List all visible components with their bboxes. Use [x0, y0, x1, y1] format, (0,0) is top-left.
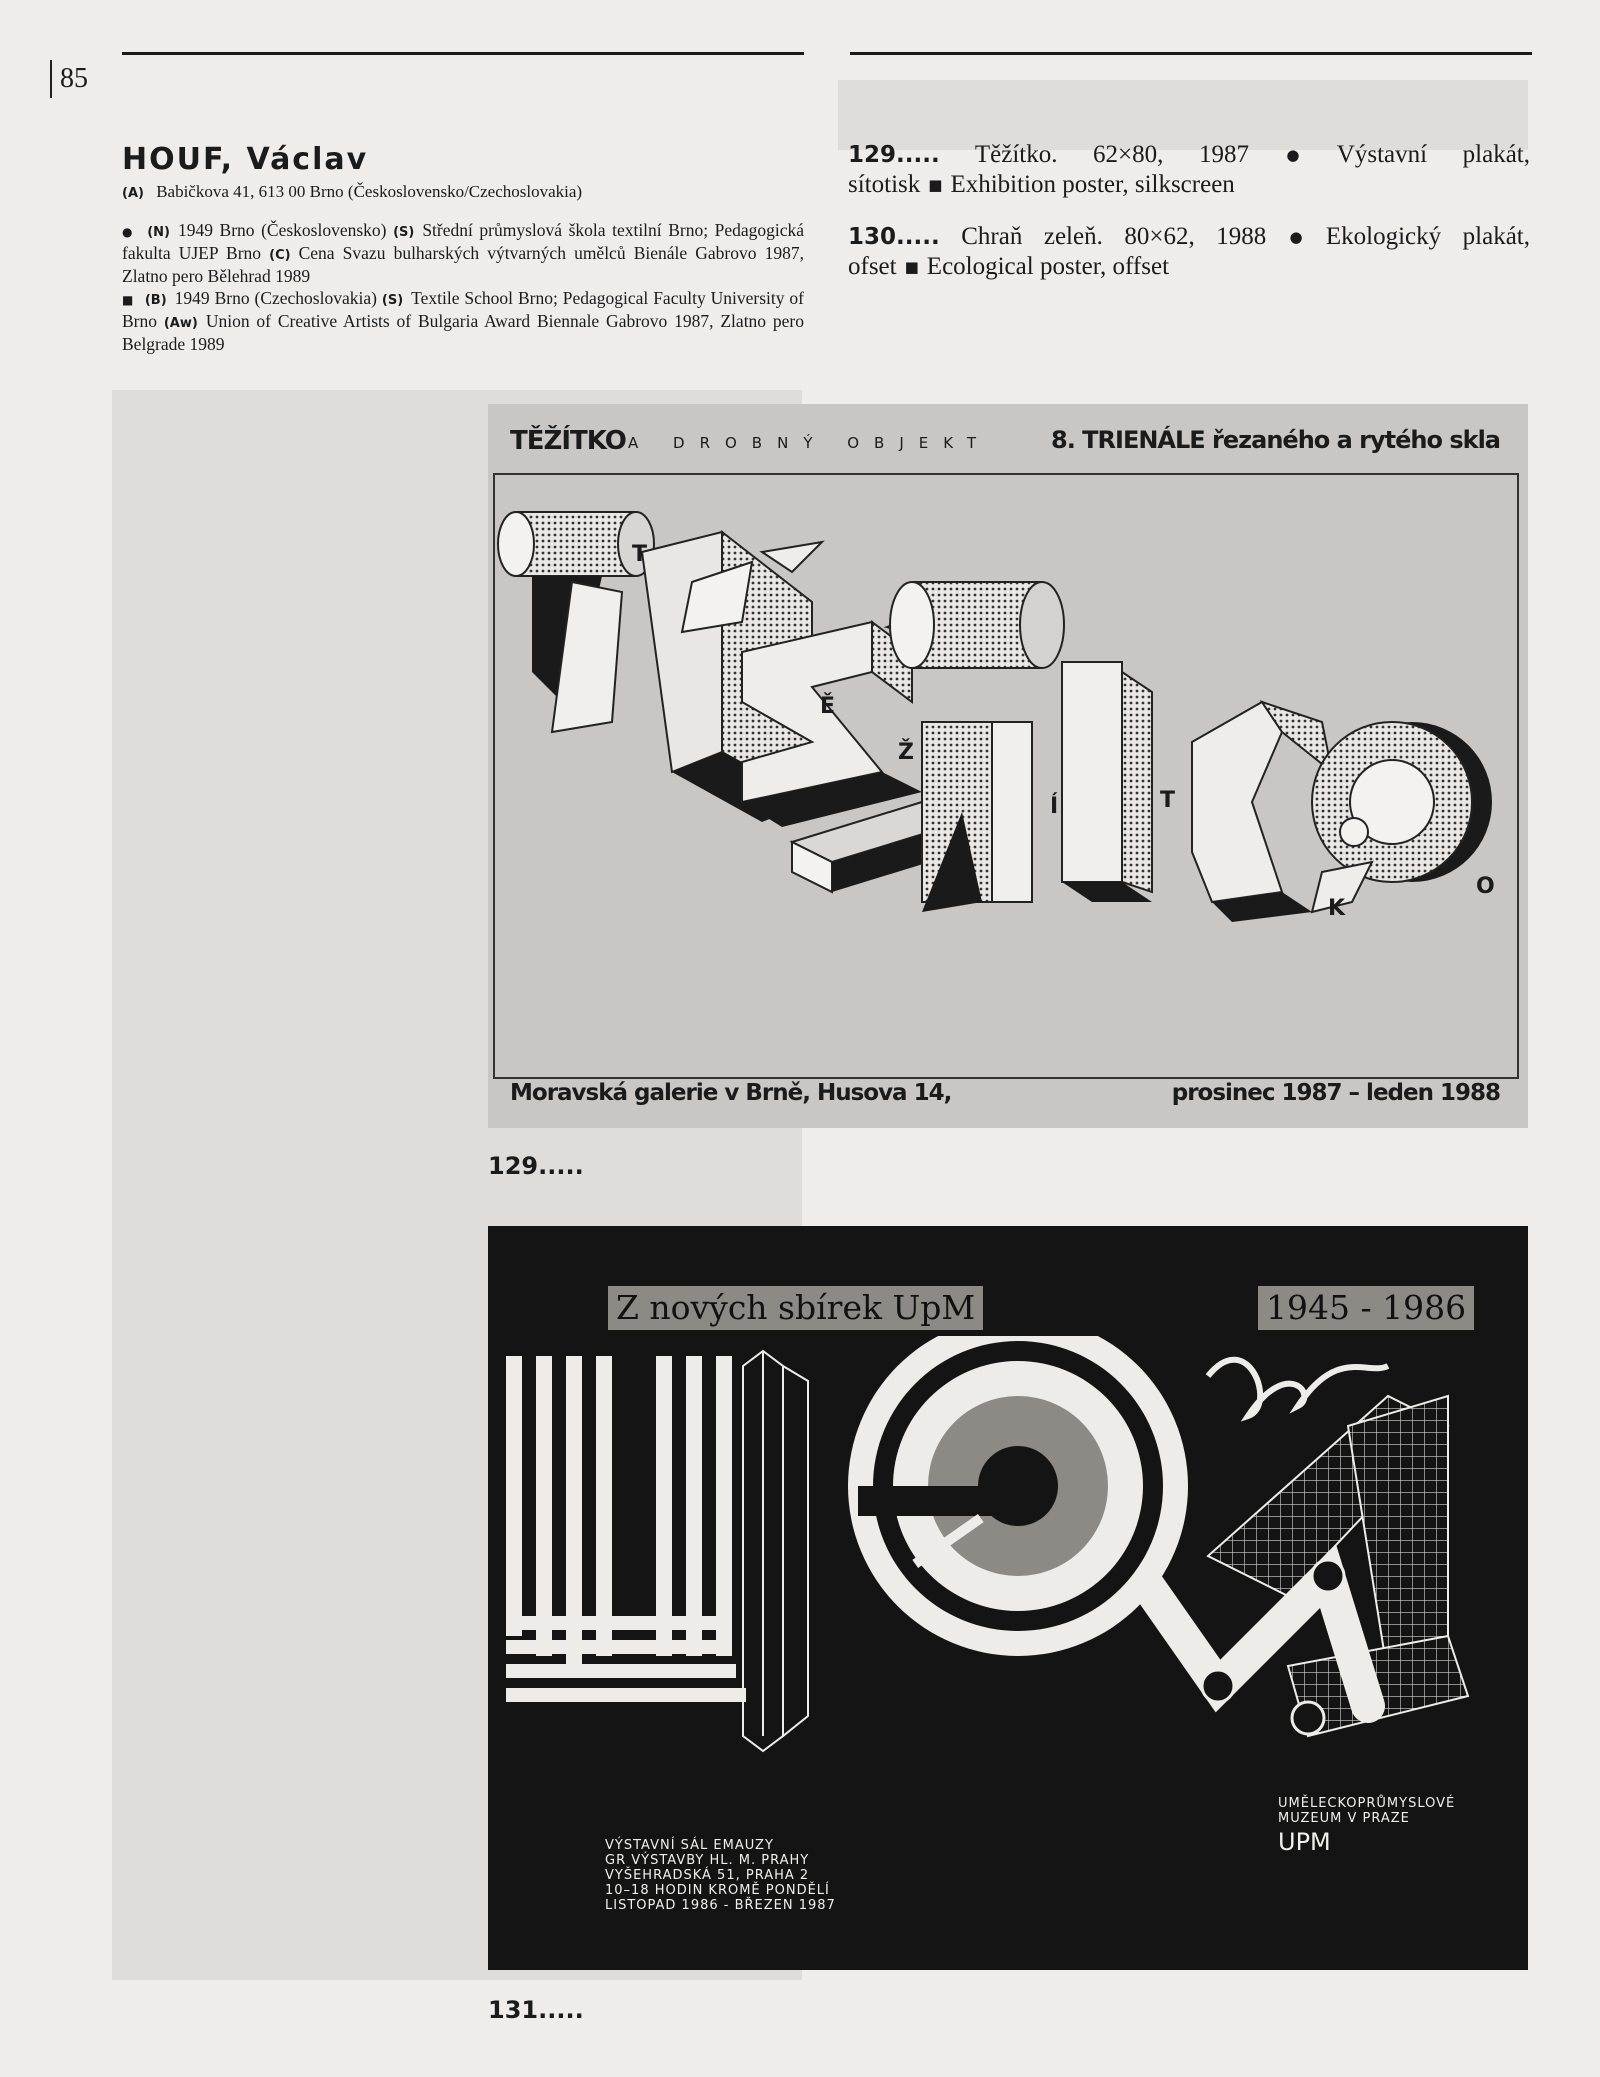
entry-description-cz: Ekologický plakát, ofset [848, 223, 1531, 280]
entry-title: Těžítko. 62×80, 1987 [974, 141, 1250, 168]
catalogue-entry-129 [848, 140, 1530, 200]
entry-description-cz: Výstavní plakát, sítotisk [848, 141, 1530, 198]
bio-tag: (N) [147, 225, 170, 240]
woven-stripes-shape [506, 1356, 746, 1702]
poster-subtitle: A DROBNÝ OBJEKT [628, 434, 992, 452]
bio-text: Textile School Brno; Pedagogical Faculty University of Brno [122, 288, 805, 331]
address-text: Babičkova 41, 613 00 Brno (Československo/Czechoslovakia) [156, 182, 583, 201]
venue-line: 10–18 HODIN KROMĚ PONDĚLÍ [605, 1883, 830, 1898]
bullet-dot-icon: ● [122, 225, 135, 239]
poster-title: TĚŽÍTKO [510, 426, 626, 456]
poster-years: 1945 - 1986 [1258, 1286, 1474, 1330]
poster-header [488, 404, 1528, 472]
artist-bio [122, 220, 804, 356]
venue-line: VÝSTAVNÍ SÁL EMAUZY [605, 1838, 774, 1853]
bio-text: Cena Svazu bulharských výtvarných umělců Bienále Gabrovo 1987, Zlatno pero Bělehrad 1989 [122, 243, 804, 286]
scribble-mark [1208, 1360, 1388, 1416]
entry-number: 129..... [848, 142, 940, 168]
bio-english [122, 288, 804, 354]
cylinder-shape [890, 582, 1064, 668]
bullet-square-icon: ■ [928, 176, 943, 194]
poster-title: Z nových sbírek UpM [608, 1286, 983, 1330]
poster-letter: T [1160, 788, 1176, 813]
catalogue-entry-130 [848, 222, 1530, 282]
o-disk-shape [1312, 722, 1492, 912]
bio-tag: (C) [269, 248, 291, 263]
bio-text: 1949 Brno (Československo) [177, 220, 387, 240]
poster-letter: Í [1050, 794, 1059, 819]
poster-dates: prosinec 1987 – leden 1988 [1171, 1080, 1500, 1106]
poster-caption: 129..... [488, 1152, 584, 1180]
entry-number: 130..... [848, 224, 940, 250]
venue-line: LISTOPAD 1986 - BŘEZEN 1987 [605, 1898, 836, 1913]
address-tag: (A) [122, 186, 144, 201]
museum-line: UMĚLECKOPRŮMYSLOVÉ [1278, 1796, 1456, 1811]
bio-tag: (S) [381, 293, 404, 308]
bullet-dot-icon: ● [1257, 146, 1329, 164]
top-rule-left [122, 52, 804, 55]
bio-tag: (B) [144, 293, 167, 308]
poster-tezitko [488, 404, 1528, 1128]
top-rule-right [850, 52, 1532, 55]
poster-letter: Ě [820, 694, 836, 719]
venue-line: GR VÝSTAVBY HL. M. PRAHY [605, 1853, 810, 1868]
concentric-circles-shape [848, 1336, 1188, 1656]
artist-address [122, 182, 582, 202]
bio-text: 1949 Brno (Czechoslovakia) [174, 288, 377, 308]
bullet-square-icon: ■ [122, 293, 134, 307]
museum-line: MUZEUM V PRAZE [1278, 1811, 1410, 1826]
k-shape [1192, 702, 1332, 922]
poster-triennale: 8. TRIENÁLE řezaného a rytého skla [1051, 426, 1500, 454]
poster-upm [488, 1226, 1528, 1970]
entry-description-en: Exhibition poster, silkscreen [950, 171, 1235, 198]
bio-tag: (S) [393, 225, 415, 240]
artist-name: HOUF, Václav [122, 142, 369, 177]
bio-czech [122, 220, 804, 286]
poster-venue [605, 1838, 836, 1913]
isometric-bar-shape [743, 1351, 808, 1751]
poster-letter: T [632, 542, 648, 567]
bio-text: Střední průmyslová škola textilní Brno; Pedagogická fakulta UJEP Brno [122, 220, 805, 263]
poster-museum [1278, 1796, 1455, 1826]
poster-letter: O [1476, 874, 1495, 899]
poster-caption: 131..... [488, 1996, 584, 2024]
bio-tag: (Aw) [163, 316, 198, 331]
cylinder-shape [498, 512, 654, 576]
entry-title: Chraň zeleň. 80×62, 1988 [961, 223, 1267, 250]
poster-letter: K [1328, 896, 1346, 921]
poster-venue: Moravská galerie v Brně, Husova 14, [510, 1080, 952, 1106]
bio-text: Union of Creative Artists of Bulgaria Award Biennale Gabrovo 1987, Zlatno pero Belgrade 1989 [122, 311, 805, 354]
venue-line: VYŠEHRADSKÁ 51, PRAHA 2 [605, 1868, 810, 1883]
poster-letter: Ž [898, 740, 914, 765]
bullet-dot-icon: ● [1274, 228, 1318, 246]
entry-description-en: Ecological poster, offset [926, 253, 1170, 280]
bullet-square-icon: ■ [904, 258, 919, 276]
page-number: 85 [50, 60, 88, 98]
upm-logo: UPM [1278, 1828, 1331, 1856]
